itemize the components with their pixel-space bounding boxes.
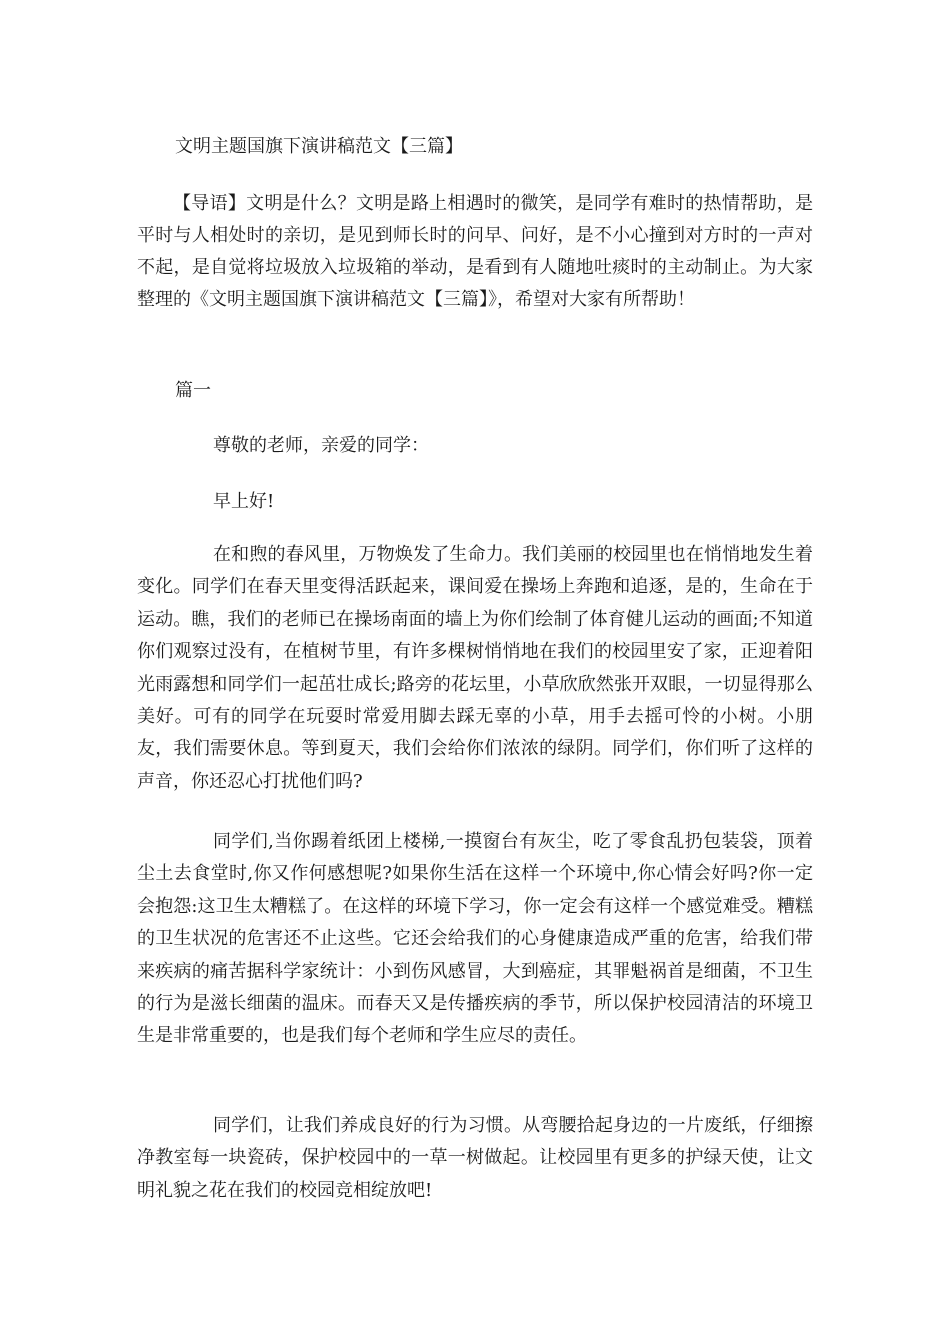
section-label: 篇一 — [175, 380, 211, 401]
salutation: 尊敬的老师，亲爱的同学： — [213, 435, 429, 456]
body-paragraph: 在和煦的春风里，万物焕发了生命力。我们美丽的校园里也在悄悄地发生着变化。同学们在春天里变得活跃起来，课间爱在操场上奔跑和追逐，是的，生命在于运动。瞧，我们的老师已在操场南面的墙上为你们绘制了体育健儿运动的画面;不知道你们观察过没有，在植树节里，有许多棵树悄悄地在我们的校园里安了家，正迎着阳光雨露想和同学们一起茁壮成长;路旁的花坛里，小草欣欣然张开双眼，一切显得那么美好。可有的同学在玩耍时常爱用脚去踩无辜的小草，用手去摇可怜的小树。小朋友，我们需要休息。等到夏天，我们会给你们浓浓的绿阴。同学们，你们听了这样的声音，你还忍心打扰他们吗? — [137, 544, 813, 792]
greeting: 早上好! — [213, 491, 275, 512]
intro-paragraph: 【导语】文明是什么？文明是路上相遇时的微笑，是同学有难时的热情帮助，是平时与人相处时的亲切，是见到师长时的问早、问好，是不小心撞到对方时的一声对不起，是自觉将垃圾放入垃圾箱的举动，是看到有人随地吐痰时的主动制止。为大家整理的《文明主题国旗下演讲稿范文【三篇】》，希望对大家有所帮助！ — [137, 193, 813, 310]
body-paragraph: 同学们,当你踢着纸团上楼梯,一摸窗台有灰尘，吃了零食乱扔包装袋，顶着尘土去食堂时,你又作何感想呢?如果你生活在这样一个环境中,你心情会好吗?你一定会抱怨:这卫生太糟糕了。在这样的环境下学习，你一定会有这样一个感觉难受。糟糕的卫生状况的危害还不止这些。它还会给我们的心身健康造成严重的危害，给我们带来疾病的痛苦据科学家统计：小到伤风感冒，大到癌症，其罪魁祸首是细菌，不卫生的行为是滋长细菌的温床。而春天又是传播疾病的季节，所以保护校园清洁的环境卫生是非常重要的，也是我们每个老师和学生应尽的责任。 — [137, 831, 813, 1047]
body-paragraph: 同学们，让我们养成良好的行为习惯。从弯腰拾起身边的一片废纸，仔细擦净教室每一块瓷砖，保护校园中的一草一树做起。让校园里有更多的护绿天使，让文明礼貌之花在我们的校园竞相绽放吧! — [137, 1115, 813, 1201]
document-title: 文明主题国旗下演讲稿范文【三篇】 — [175, 136, 463, 157]
